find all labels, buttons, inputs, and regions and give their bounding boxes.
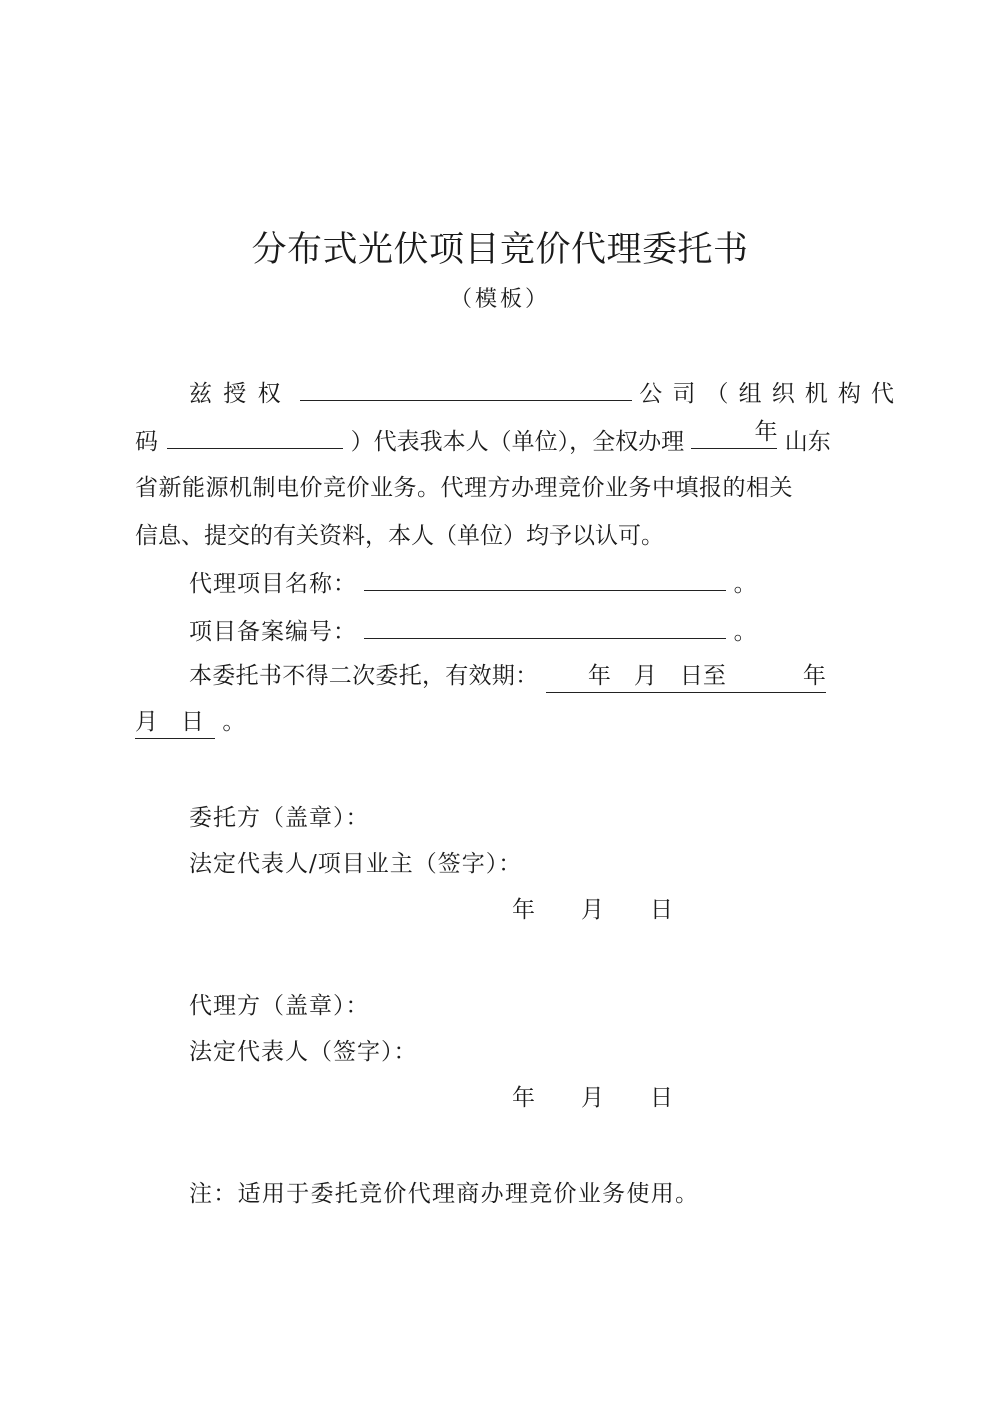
project-number-period: 。 <box>733 619 757 645</box>
company-name-blank[interactable] <box>300 368 632 401</box>
usage-note: 注：适用于委托竞价代理商办理竞价业务使用。 <box>189 1181 700 1207</box>
agent-date: 年 月 日 <box>512 1085 673 1111</box>
validity-label: 本委托书不得二次委托，有效期： <box>189 663 539 689</box>
principal-date: 年 月 日 <box>512 897 673 923</box>
validity-row-2 <box>135 698 877 746</box>
org-code-blank[interactable] <box>167 416 343 449</box>
principal-seal: 委托方（盖章）： <box>189 805 370 831</box>
document-subtitle: （模板） <box>449 287 550 312</box>
authorization-line-1 <box>135 368 896 416</box>
represent-text: ）代表我本人（单位），全权办理 <box>350 429 685 455</box>
project-number-blank[interactable] <box>364 606 726 639</box>
agent-signature: 法定代表人（签字）： <box>189 1039 418 1065</box>
shandong-text: 山东 <box>784 429 831 455</box>
authorize-text: 兹 授 权 <box>189 381 283 407</box>
org-code-text: 公 司 （ 组 织 机 构 代 <box>639 381 896 407</box>
authorization-line-2 <box>135 416 877 464</box>
project-name-row <box>135 558 877 606</box>
validity-end-blank[interactable] <box>135 706 215 739</box>
principal-signature: 法定代表人/项目业主（签字）： <box>189 851 523 877</box>
validity-end-text: 月 日 <box>135 709 204 735</box>
validity-start-text: 年 月 日至 <box>587 663 726 689</box>
validity-period: 。 <box>222 709 246 735</box>
project-number-label: 项目备案编号： <box>189 619 357 645</box>
validity-start-blank[interactable] <box>546 660 826 693</box>
document-title: 分布式光伏项目竞价代理委托书 <box>251 230 749 270</box>
authorization-line-4: 信息、提交的有关资料，本人（单位）均予以认可。 <box>135 523 664 549</box>
authorization-line-3: 省新能源机制电价竞价业务。代理方办理竞价业务中填报的相关 <box>135 475 793 501</box>
validity-row-1 <box>135 652 877 700</box>
validity-end-year: 年 <box>802 663 826 689</box>
org-code-text-2: 码 <box>135 429 158 455</box>
agent-seal: 代理方（盖章）： <box>189 993 370 1019</box>
project-number-row <box>135 606 877 654</box>
project-name-blank[interactable] <box>364 558 726 591</box>
project-name-label: 代理项目名称： <box>189 571 357 597</box>
project-name-period: 。 <box>733 571 757 597</box>
year-text: 年 <box>754 419 778 445</box>
year-blank[interactable] <box>691 416 777 449</box>
